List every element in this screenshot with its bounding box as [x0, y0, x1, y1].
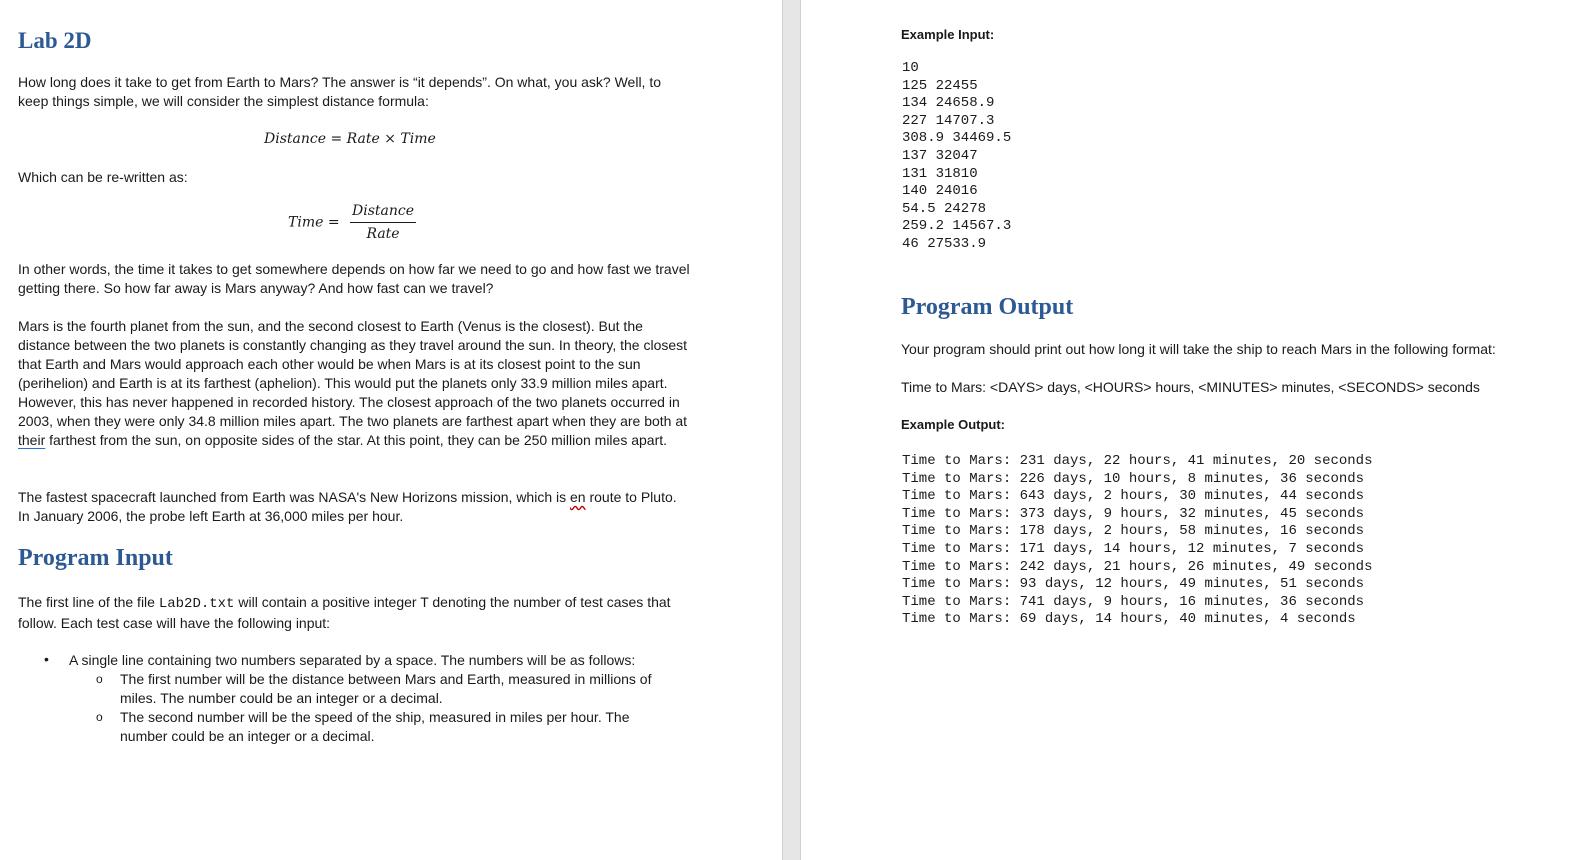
page-title: Lab 2D	[18, 28, 92, 53]
program-input-heading: Program Input	[18, 545, 173, 571]
example-output-label: Example Output:	[901, 417, 1006, 432]
example-input-line: 10	[902, 60, 919, 76]
example-output-line: Time to Mars: 171 days, 14 hours, 12 minutes, 7 seconds	[902, 540, 1365, 557]
paragraph-mars-distance	[18, 317, 690, 450]
example-output-line: Time to Mars: 93 days, 12 hours, 49 minutes, 51 seconds	[902, 576, 1365, 593]
bullet-item-main: A single line containing two numbers separated by a space. The numbers will be as follows:	[69, 652, 636, 668]
page-gutter	[782, 0, 801, 860]
input-bullet-list	[18, 651, 690, 746]
rewrite-label: Which can be re-written as:	[18, 169, 188, 185]
document-page-right	[801, 0, 1570, 860]
example-output-line: Time to Mars: 373 days, 9 hours, 32 minutes, 45 seconds	[902, 505, 1365, 522]
mars-text-b: farthest from the sun, on opposite sides of the star. At this point, they can be 250 million miles apart.	[45, 432, 668, 448]
grammar-flag-their[interactable]: their	[18, 432, 46, 448]
fraction-numerator: Distance	[350, 203, 416, 223]
example-output-line: Time to Mars: 231 days, 22 hours, 41 minutes, 20 seconds	[902, 453, 1373, 469]
input-description	[18, 593, 690, 633]
time-formula-lhs: Time =	[288, 214, 340, 231]
paragraph-fastest-spacecraft	[18, 488, 690, 526]
sub-bullet-marker: o	[96, 672, 103, 686]
sub-bullet-item-distance: The first number will be the distance between Mars and Earth, measured in millions of miles. The number could be an integer or a decimal.	[120, 671, 652, 706]
program-output-heading: Program Output	[901, 294, 1074, 320]
time-formula	[288, 203, 416, 242]
fraction-denominator: Rate	[366, 226, 400, 242]
example-input-line: 308.9 34469.5	[902, 130, 1012, 147]
output-format: Time to Mars: <DAYS> days, <HOURS> hours, <MINUTES> minutes, <SECONDS> seconds	[901, 379, 1480, 395]
example-input-line: 46 27533.9	[902, 235, 987, 252]
example-output-line: Time to Mars: 741 days, 9 hours, 16 minutes, 36 seconds	[902, 593, 1365, 610]
time-formula-fraction	[350, 203, 416, 242]
spellcheck-flag-en[interactable]: en	[570, 489, 586, 505]
paragraph-other-words: In other words, the time it takes to get somewhere depends on how far we need to go and how fast we travel getting there. So how far away is Mars anyway? And how fast can we travel?	[18, 261, 690, 296]
example-output-line: Time to Mars: 69 days, 14 hours, 40 minutes, 4 seconds	[902, 611, 1356, 628]
input-filename: Lab2D.txt	[158, 596, 235, 612]
example-output-line: Time to Mars: 178 days, 2 hours, 58 minutes, 16 seconds	[902, 523, 1365, 540]
distance-formula: Distance = Rate × Time	[264, 131, 436, 147]
example-output-line: Time to Mars: 242 days, 21 hours, 26 minutes, 49 seconds	[902, 558, 1373, 575]
intro-paragraph: How long does it take to get from Earth to Mars? The answer is “it depends”. On what, you ask? Well, to keep things simple, we will consider the simplest distance formula:	[18, 74, 662, 109]
example-output-block	[902, 453, 1372, 629]
example-input-block	[902, 60, 1011, 254]
example-input-line: 134 24658.9	[902, 95, 995, 112]
example-input-line: 259.2 14567.3	[902, 218, 1012, 235]
sub-bullet-marker: o	[96, 710, 103, 724]
input-text-a: The first line of the file	[18, 594, 159, 610]
document-page-left	[0, 0, 782, 860]
sub-bullet-item-speed: The second number will be the speed of the ship, measured in miles per hour. The number could be an integer or a decimal.	[120, 709, 630, 744]
example-output-line: Time to Mars: 643 days, 2 hours, 30 minutes, 44 seconds	[902, 488, 1365, 505]
fast-text-a: The fastest spacecraft launched from Earth was NASA's New Horizons mission, which is	[18, 489, 570, 505]
input-text-b: will contain a positive integer T denoting the number of test cases that follow. Each test case will have the following input:	[18, 594, 671, 631]
example-input-line: 140 24016	[902, 183, 978, 200]
example-input-line: 125 22455	[902, 77, 978, 94]
fast-text-b: route to Pluto. In January 2006, the probe left Earth at 36,000 miles per hour.	[18, 489, 677, 524]
bullet-marker: •	[44, 651, 49, 667]
example-output-line: Time to Mars: 226 days, 10 hours, 8 minutes, 36 seconds	[902, 470, 1365, 487]
example-input-line: 137 32047	[902, 147, 978, 164]
example-input-line: 131 31810	[902, 165, 978, 182]
example-input-line: 227 14707.3	[902, 112, 995, 129]
output-description: Your program should print out how long it will take the ship to reach Mars in the following format:	[901, 341, 1496, 357]
example-input-line: 54.5 24278	[902, 200, 987, 217]
example-input-label: Example Input:	[901, 27, 995, 42]
mars-text-a: Mars is the fourth planet from the sun, and the second closest to Earth (Venus is the closest). But the distance between the two planets is constantly changing as they travel around the sun. In theory, the closest that Earth and Mars would approach each other would be when Mars is at its closest point to the sun (perihelion) and Earth is at its farthest (aphelion). This would put the planets only 33.9 million miles apart. However, this has never happened in recorded history. The closest approach of the two planets occurred in 2003, when they were only 34.8 million miles apart. The two planets are farthest apart when they are both at	[18, 318, 688, 429]
